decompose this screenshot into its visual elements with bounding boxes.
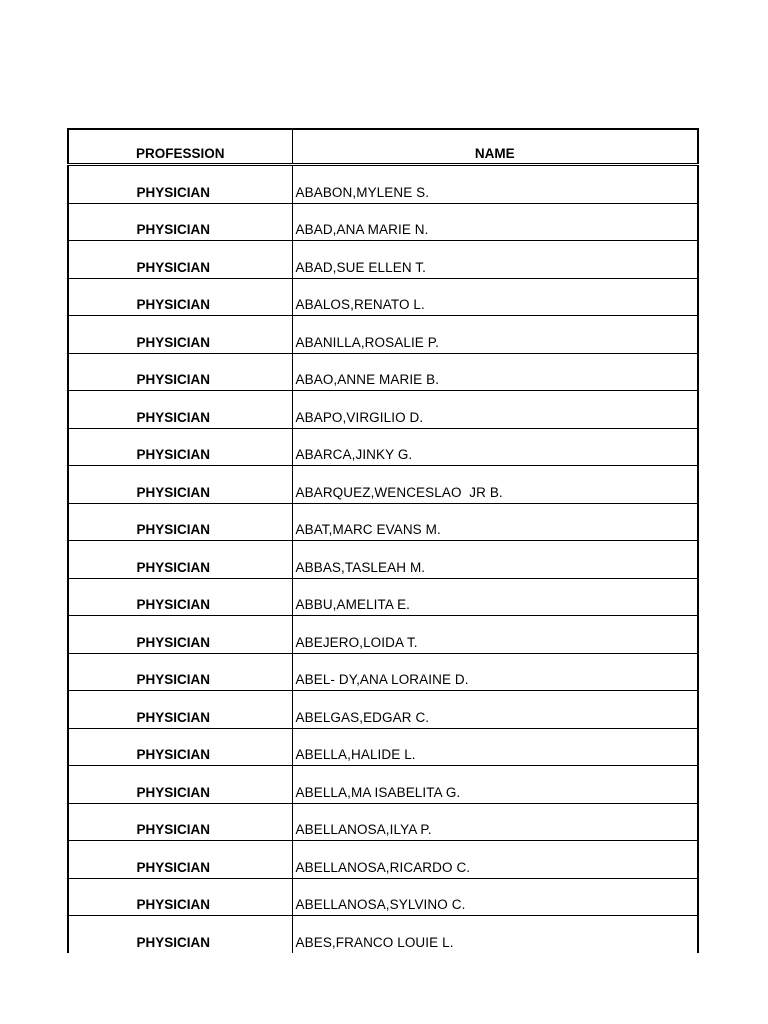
table-row [68,316,698,354]
profession-cell: PHYSICIAN [68,316,292,354]
name-cell: ABELLA,MA ISABELITA G. [292,766,698,804]
name-cell: ABELLANOSA,SYLVINO C. [292,878,698,916]
profession-cell: PHYSICIAN [68,503,292,541]
name-cell: ABAD,ANA MARIE N. [292,203,698,241]
table-row [68,503,698,541]
table-row [68,616,698,654]
table-row [68,241,698,279]
name-cell: ABAT,MARC EVANS M. [292,503,698,541]
name-cell: ABELLANOSA,RICARDO C. [292,841,698,879]
table-row [68,916,698,954]
name-cell: ABABON,MYLENE S. [292,165,698,204]
table-row [68,653,698,691]
table-body [68,165,698,954]
roster-table [67,128,699,953]
name-cell: ABARQUEZ,WENCESLAO JR B. [292,466,698,504]
profession-cell: PHYSICIAN [68,428,292,466]
table-row [68,203,698,241]
table-row [68,466,698,504]
profession-cell: PHYSICIAN [68,278,292,316]
table-row [68,541,698,579]
name-cell: ABEJERO,LOIDA T. [292,616,698,654]
table-row [68,728,698,766]
profession-cell: PHYSICIAN [68,841,292,879]
profession-cell: PHYSICIAN [68,916,292,954]
name-cell: ABELLA,HALIDE L. [292,728,698,766]
profession-cell: PHYSICIAN [68,241,292,279]
name-column-header: NAME [292,129,698,165]
table-row [68,278,698,316]
profession-cell: PHYSICIAN [68,541,292,579]
profession-cell: PHYSICIAN [68,728,292,766]
table-row [68,578,698,616]
table-row [68,878,698,916]
profession-cell: PHYSICIAN [68,165,292,204]
profession-cell: PHYSICIAN [68,653,292,691]
table-header-row [68,129,698,165]
name-cell: ABANILLA,ROSALIE P. [292,316,698,354]
name-cell: ABAPO,VIRGILIO D. [292,391,698,429]
name-cell: ABARCA,JINKY G. [292,428,698,466]
table-row [68,165,698,204]
table-row [68,391,698,429]
table-row [68,353,698,391]
name-cell: ABES,FRANCO LOUIE L. [295,935,454,950]
profession-cell: PHYSICIAN [68,691,292,729]
profession-cell: PHYSICIAN [68,466,292,504]
table-row [68,841,698,879]
table-row [68,691,698,729]
table-row [68,766,698,804]
name-cell: ABAO,ANNE MARIE B. [292,353,698,391]
table-row [68,428,698,466]
profession-cell: PHYSICIAN [68,203,292,241]
name-cell: ABBU,AMELITA E. [292,578,698,616]
name-cell: ABELGAS,EDGAR C. [292,691,698,729]
profession-cell: PHYSICIAN [68,803,292,841]
name-cell: ABBAS,TASLEAH M. [292,541,698,579]
profession-cell: PHYSICIAN [68,616,292,654]
name-cell: ABEL- DY,ANA LORAINE D. [292,653,698,691]
name-cell: ABELLANOSA,ILYA P. [292,803,698,841]
profession-cell: PHYSICIAN [68,578,292,616]
profession-cell: PHYSICIAN [68,353,292,391]
profession-cell: PHYSICIAN [68,391,292,429]
profession-cell: PHYSICIAN [68,878,292,916]
name-cell: ABALOS,RENATO L. [292,278,698,316]
profession-column-header: PROFESSION [68,129,292,165]
profession-cell: PHYSICIAN [68,766,292,804]
name-cell: ABAD,SUE ELLEN T. [292,241,698,279]
table-row [68,803,698,841]
